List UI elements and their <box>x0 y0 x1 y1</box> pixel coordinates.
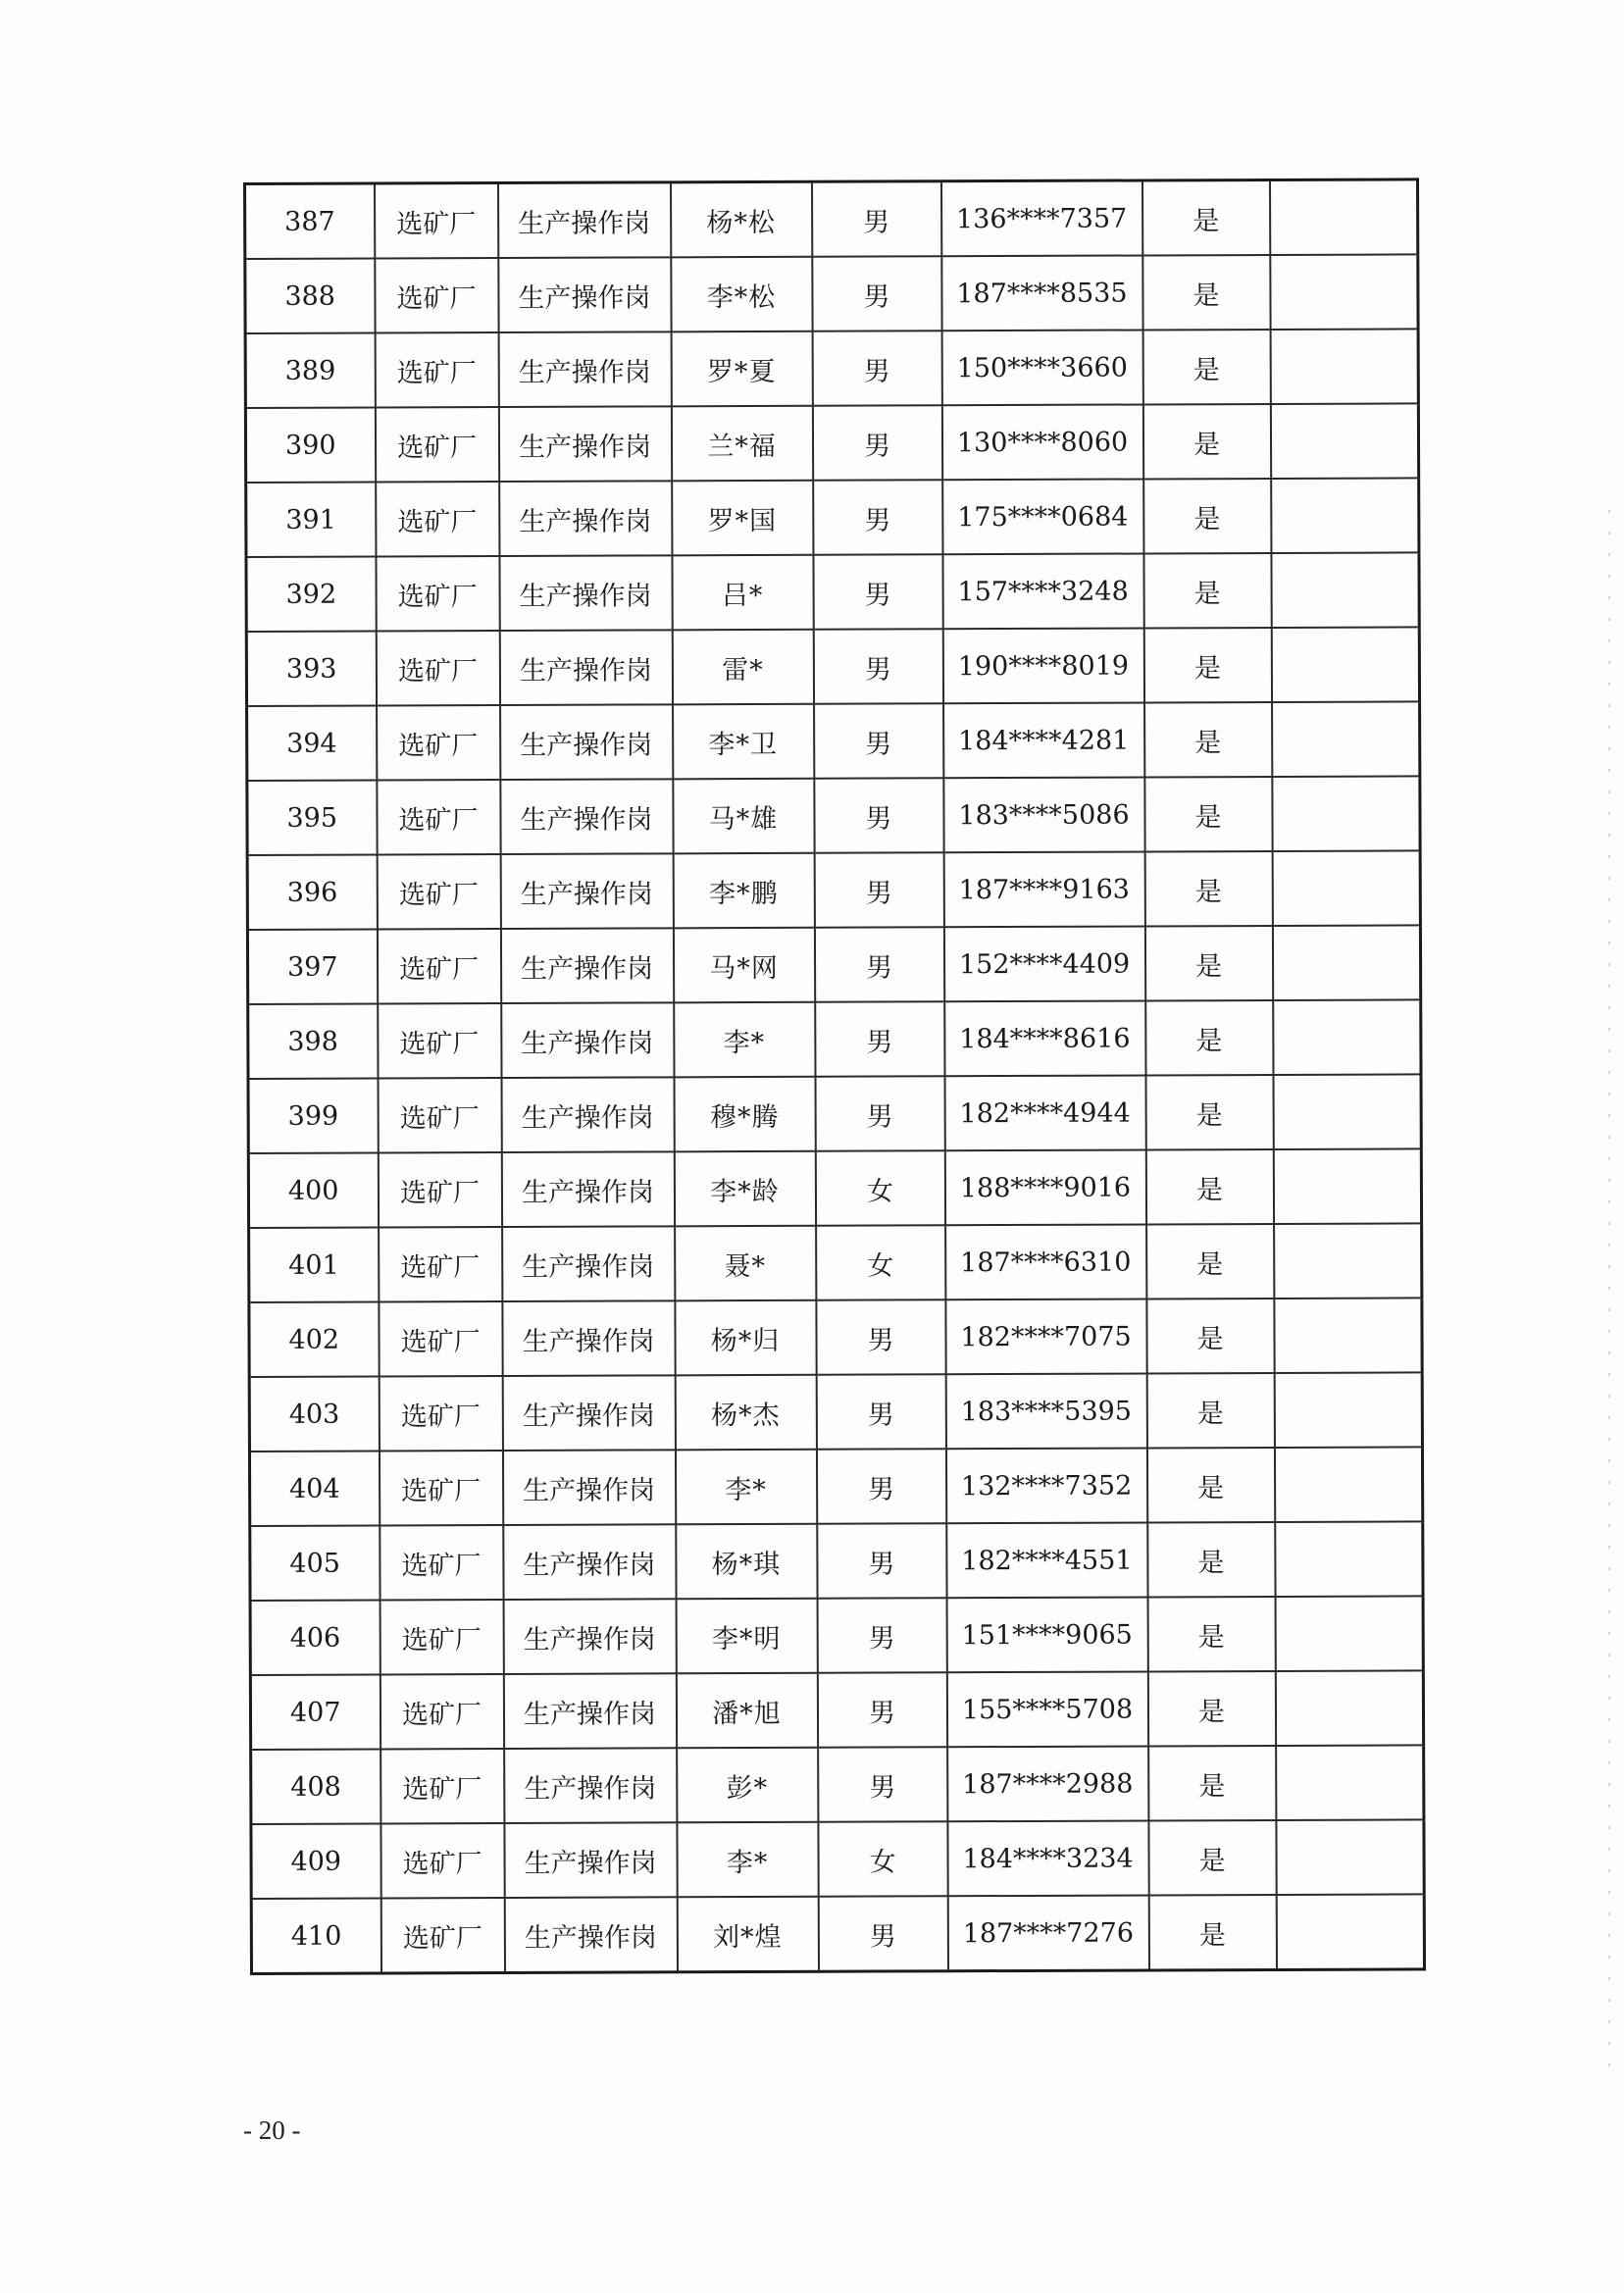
cell-sex: 男 <box>813 629 942 704</box>
cell-dept: 选矿厂 <box>376 556 499 631</box>
cell-phone: 132****7352 <box>945 1448 1146 1523</box>
table-row <box>250 1596 1423 1675</box>
cell-phone: 184****4281 <box>943 702 1144 778</box>
cell-no: 397 <box>247 929 377 1004</box>
cell-phone: 184****3234 <box>947 1820 1148 1896</box>
table-row <box>249 1447 1422 1526</box>
table-row <box>249 1298 1422 1377</box>
cell-no: 393 <box>246 631 376 706</box>
cell-ok: 是 <box>1143 553 1271 628</box>
cell-post: 生产操作岗 <box>503 1524 676 1600</box>
table-row <box>250 1670 1423 1750</box>
cell-name: 李*龄 <box>674 1151 815 1227</box>
cell-ok: 是 <box>1144 777 1272 851</box>
cell-sex: 女 <box>816 1225 945 1300</box>
cell-post: 生产操作岗 <box>502 1375 675 1451</box>
cell-ok: 是 <box>1148 1895 1276 1970</box>
table-row <box>245 329 1418 408</box>
table-row <box>245 403 1418 483</box>
cell-post: 生产操作岗 <box>500 928 673 1003</box>
cell-post: 生产操作岗 <box>499 481 672 556</box>
cell-note <box>1271 627 1419 702</box>
cell-ok: 是 <box>1142 404 1270 479</box>
table-row <box>248 999 1421 1079</box>
cell-post: 生产操作岗 <box>498 257 671 332</box>
cell-no: 390 <box>245 407 375 483</box>
cell-name: 李*明 <box>676 1599 817 1674</box>
cell-dept: 选矿厂 <box>379 1301 502 1376</box>
cell-ok: 是 <box>1148 1746 1276 1820</box>
cell-phone: 136****7357 <box>941 180 1142 256</box>
cell-no: 389 <box>245 332 375 408</box>
cell-ok: 是 <box>1146 1299 1274 1373</box>
cell-no: 392 <box>246 556 376 632</box>
cell-phone: 187****8535 <box>941 255 1142 331</box>
cell-phone: 151****9065 <box>946 1597 1147 1672</box>
cell-sex: 男 <box>816 1374 945 1450</box>
table-row <box>246 627 1419 706</box>
cell-name: 罗*夏 <box>671 331 812 407</box>
cell-dept: 选矿厂 <box>381 1749 504 1823</box>
cell-dept: 选矿厂 <box>378 1003 501 1078</box>
cell-sex: 男 <box>812 405 941 481</box>
cell-dept: 选矿厂 <box>375 332 498 407</box>
cell-note <box>1272 850 1420 926</box>
cell-phone: 188****9016 <box>944 1149 1145 1225</box>
cell-ok: 是 <box>1144 702 1272 777</box>
table-row <box>245 254 1418 333</box>
cell-note <box>1272 776 1420 851</box>
cell-ok: 是 <box>1142 179 1269 255</box>
table-row <box>251 1819 1424 1899</box>
cell-phone: 157****3248 <box>942 553 1143 629</box>
cell-no: 395 <box>247 780 377 855</box>
roster-table-body <box>245 179 1425 1974</box>
cell-name: 杨*归 <box>675 1300 816 1376</box>
table-row <box>249 1372 1422 1452</box>
cell-note <box>1276 1894 1424 1969</box>
table-row <box>251 1745 1424 1824</box>
cell-post: 生产操作岗 <box>501 1151 674 1227</box>
cell-post: 生产操作岗 <box>504 1748 677 1823</box>
cell-sex: 男 <box>812 256 941 331</box>
table-row <box>247 776 1420 855</box>
cell-note <box>1274 1223 1422 1299</box>
cell-ok: 是 <box>1146 1448 1274 1522</box>
cell-sex: 男 <box>814 778 943 853</box>
cell-phone: 182****4551 <box>946 1522 1147 1598</box>
cell-dept: 选矿厂 <box>379 1451 502 1525</box>
cell-note <box>1273 1074 1421 1149</box>
cell-post: 生产操作岗 <box>499 630 672 705</box>
cell-sex: 男 <box>818 1896 947 1971</box>
cell-dept: 选矿厂 <box>379 1227 502 1301</box>
cell-ok: 是 <box>1146 1373 1274 1448</box>
cell-no: 394 <box>247 705 377 781</box>
cell-no: 403 <box>249 1376 379 1452</box>
cell-note <box>1273 999 1421 1075</box>
cell-dept: 选矿厂 <box>376 631 499 705</box>
cell-dept: 选矿厂 <box>380 1600 503 1674</box>
cell-note <box>1271 552 1419 628</box>
cell-name: 刘*煌 <box>677 1897 818 1972</box>
table-row <box>248 1148 1421 1228</box>
cell-phone: 183****5395 <box>945 1373 1146 1449</box>
cell-sex: 男 <box>813 554 942 630</box>
cell-post: 生产操作岗 <box>503 1599 676 1674</box>
cell-no: 408 <box>251 1749 381 1824</box>
cell-post: 生产操作岗 <box>499 555 672 631</box>
cell-sex: 男 <box>815 1076 944 1151</box>
cell-sex: 男 <box>813 480 942 555</box>
cell-sex: 男 <box>814 852 943 928</box>
page-number: - 20 - <box>243 2115 301 2145</box>
cell-note <box>1275 1596 1423 1671</box>
cell-dept: 选矿厂 <box>377 780 500 854</box>
cell-phone: 187****6310 <box>945 1224 1146 1299</box>
table-row <box>250 1521 1423 1601</box>
cell-name: 李*鹏 <box>673 853 814 929</box>
table-row <box>249 1223 1422 1302</box>
cell-name: 雷* <box>672 630 813 705</box>
cell-sex: 男 <box>817 1523 946 1599</box>
cell-ok: 是 <box>1144 926 1272 1000</box>
cell-ok: 是 <box>1146 1224 1274 1299</box>
cell-dept: 选矿厂 <box>376 482 499 556</box>
cell-phone: 155****5708 <box>946 1671 1147 1747</box>
cell-note <box>1275 1521 1423 1597</box>
cell-dept: 选矿厂 <box>381 1898 504 1973</box>
table-row <box>246 552 1419 632</box>
cell-post: 生产操作岗 <box>502 1300 675 1376</box>
cell-ok: 是 <box>1145 1075 1273 1149</box>
table-row <box>245 179 1418 259</box>
cell-note <box>1269 179 1417 255</box>
table-row <box>247 701 1420 781</box>
cell-post: 生产操作岗 <box>501 1077 674 1152</box>
cell-dept: 选矿厂 <box>375 258 498 332</box>
cell-name: 聂* <box>675 1226 816 1301</box>
cell-note <box>1272 925 1420 1000</box>
cell-post: 生产操作岗 <box>500 704 673 780</box>
cell-sex: 男 <box>812 181 941 257</box>
cell-post: 生产操作岗 <box>500 779 673 854</box>
cell-note <box>1270 254 1418 330</box>
cell-ok: 是 <box>1142 330 1270 404</box>
cell-phone: 187****2988 <box>947 1746 1148 1821</box>
cell-no: 396 <box>247 854 377 930</box>
cell-post: 生产操作岗 <box>498 406 671 482</box>
cell-sex: 男 <box>815 1001 944 1077</box>
cell-sex: 女 <box>815 1150 944 1226</box>
cell-ok: 是 <box>1147 1671 1275 1746</box>
cell-post: 生产操作岗 <box>503 1673 676 1749</box>
cell-no: 401 <box>249 1227 379 1302</box>
cell-post: 生产操作岗 <box>504 1897 677 1972</box>
cell-name: 李* <box>677 1822 818 1898</box>
cell-no: 400 <box>248 1152 378 1228</box>
cell-name: 穆*腾 <box>674 1077 815 1152</box>
cell-sex: 男 <box>817 1672 946 1748</box>
cell-post: 生产操作岗 <box>498 331 671 407</box>
cell-phone: 187****9163 <box>943 851 1144 927</box>
cell-name: 马*网 <box>673 928 814 1003</box>
cell-name: 杨*杰 <box>675 1375 816 1451</box>
cell-name: 杨*琪 <box>676 1524 817 1600</box>
cell-phone: 183****5086 <box>943 777 1144 852</box>
cell-sex: 男 <box>817 1598 946 1673</box>
cell-name: 兰*福 <box>671 406 812 482</box>
cell-no: 387 <box>245 183 375 259</box>
cell-ok: 是 <box>1147 1597 1275 1671</box>
cell-no: 391 <box>246 482 376 557</box>
table-row <box>247 925 1420 1004</box>
cell-phone: 184****8616 <box>944 1000 1145 1076</box>
cell-post: 生产操作岗 <box>502 1226 675 1301</box>
table-row <box>246 478 1419 557</box>
cell-name: 彭* <box>677 1748 818 1823</box>
cell-ok: 是 <box>1145 1149 1273 1224</box>
cell-note <box>1274 1298 1422 1373</box>
cell-dept: 选矿厂 <box>377 929 500 1003</box>
cell-phone: 175****0684 <box>942 479 1143 554</box>
cell-no: 398 <box>248 1003 378 1079</box>
cell-dept: 选矿厂 <box>380 1525 503 1600</box>
cell-ok: 是 <box>1142 255 1270 330</box>
cell-dept: 选矿厂 <box>377 705 500 780</box>
cell-ok: 是 <box>1143 479 1271 553</box>
cell-no: 406 <box>250 1600 380 1675</box>
cell-note <box>1270 403 1418 479</box>
cell-no: 407 <box>250 1674 380 1750</box>
cell-phone: 190****8019 <box>942 628 1143 703</box>
cell-post: 生产操作岗 <box>504 1822 677 1898</box>
cell-name: 李*卫 <box>673 704 814 780</box>
cell-ok: 是 <box>1143 628 1271 702</box>
cell-sex: 女 <box>818 1821 947 1897</box>
cell-note <box>1273 1148 1421 1224</box>
table-row <box>248 1074 1421 1153</box>
cell-no: 388 <box>245 258 375 333</box>
cell-no: 402 <box>249 1301 379 1377</box>
cell-name: 吕* <box>672 555 813 631</box>
cell-sex: 男 <box>812 331 941 406</box>
cell-phone: 130****8060 <box>941 404 1142 480</box>
cell-sex: 男 <box>818 1747 947 1822</box>
cell-ok: 是 <box>1145 1000 1273 1075</box>
cell-name: 杨*松 <box>671 181 812 257</box>
cell-note <box>1275 1670 1423 1746</box>
cell-phone: 182****7075 <box>945 1299 1146 1374</box>
cell-sex: 男 <box>814 703 943 779</box>
cell-dept: 选矿厂 <box>378 1152 501 1227</box>
cell-no: 409 <box>251 1823 381 1899</box>
cell-note <box>1272 701 1420 777</box>
cell-note <box>1270 329 1418 404</box>
cell-dept: 选矿厂 <box>379 1376 502 1451</box>
cell-name: 罗*国 <box>672 481 813 556</box>
cell-note <box>1271 478 1419 553</box>
cell-dept: 选矿厂 <box>377 854 500 929</box>
cell-note <box>1276 1819 1424 1895</box>
cell-name: 潘*旭 <box>676 1673 817 1749</box>
cell-no: 405 <box>250 1525 380 1601</box>
cell-note <box>1276 1745 1424 1820</box>
cell-name: 李* <box>674 1002 815 1078</box>
cell-name: 李* <box>675 1450 816 1525</box>
cell-no: 399 <box>248 1078 378 1153</box>
roster-table <box>243 178 1426 1975</box>
cell-phone: 150****3660 <box>941 330 1142 405</box>
cell-post: 生产操作岗 <box>502 1450 675 1525</box>
cell-note <box>1274 1447 1422 1522</box>
cell-ok: 是 <box>1144 851 1272 926</box>
cell-post: 生产操作岗 <box>501 1002 674 1078</box>
cell-no: 404 <box>249 1451 379 1526</box>
cell-phone: 152****4409 <box>943 926 1144 1001</box>
cell-sex: 男 <box>814 927 943 1002</box>
cell-ok: 是 <box>1148 1820 1276 1895</box>
cell-dept: 选矿厂 <box>378 1078 501 1152</box>
cell-dept: 选矿厂 <box>380 1674 503 1749</box>
cell-phone: 187****7276 <box>947 1895 1148 1970</box>
cell-dept: 选矿厂 <box>381 1823 504 1898</box>
cell-sex: 男 <box>816 1449 945 1524</box>
cell-post: 生产操作岗 <box>498 182 671 258</box>
cell-no: 410 <box>251 1898 381 1973</box>
cell-sex: 男 <box>816 1299 945 1375</box>
cell-note <box>1274 1372 1422 1448</box>
table-row <box>247 850 1420 930</box>
cell-post: 生产操作岗 <box>500 853 673 929</box>
cell-phone: 182****4944 <box>944 1075 1145 1150</box>
cell-name: 马*雄 <box>673 779 814 854</box>
cell-dept: 选矿厂 <box>375 183 498 259</box>
cell-dept: 选矿厂 <box>375 407 498 482</box>
cell-ok: 是 <box>1147 1522 1275 1597</box>
cell-name: 李*松 <box>671 257 812 332</box>
table-row <box>251 1894 1424 1973</box>
scan-edge-marks <box>1608 510 1610 2079</box>
